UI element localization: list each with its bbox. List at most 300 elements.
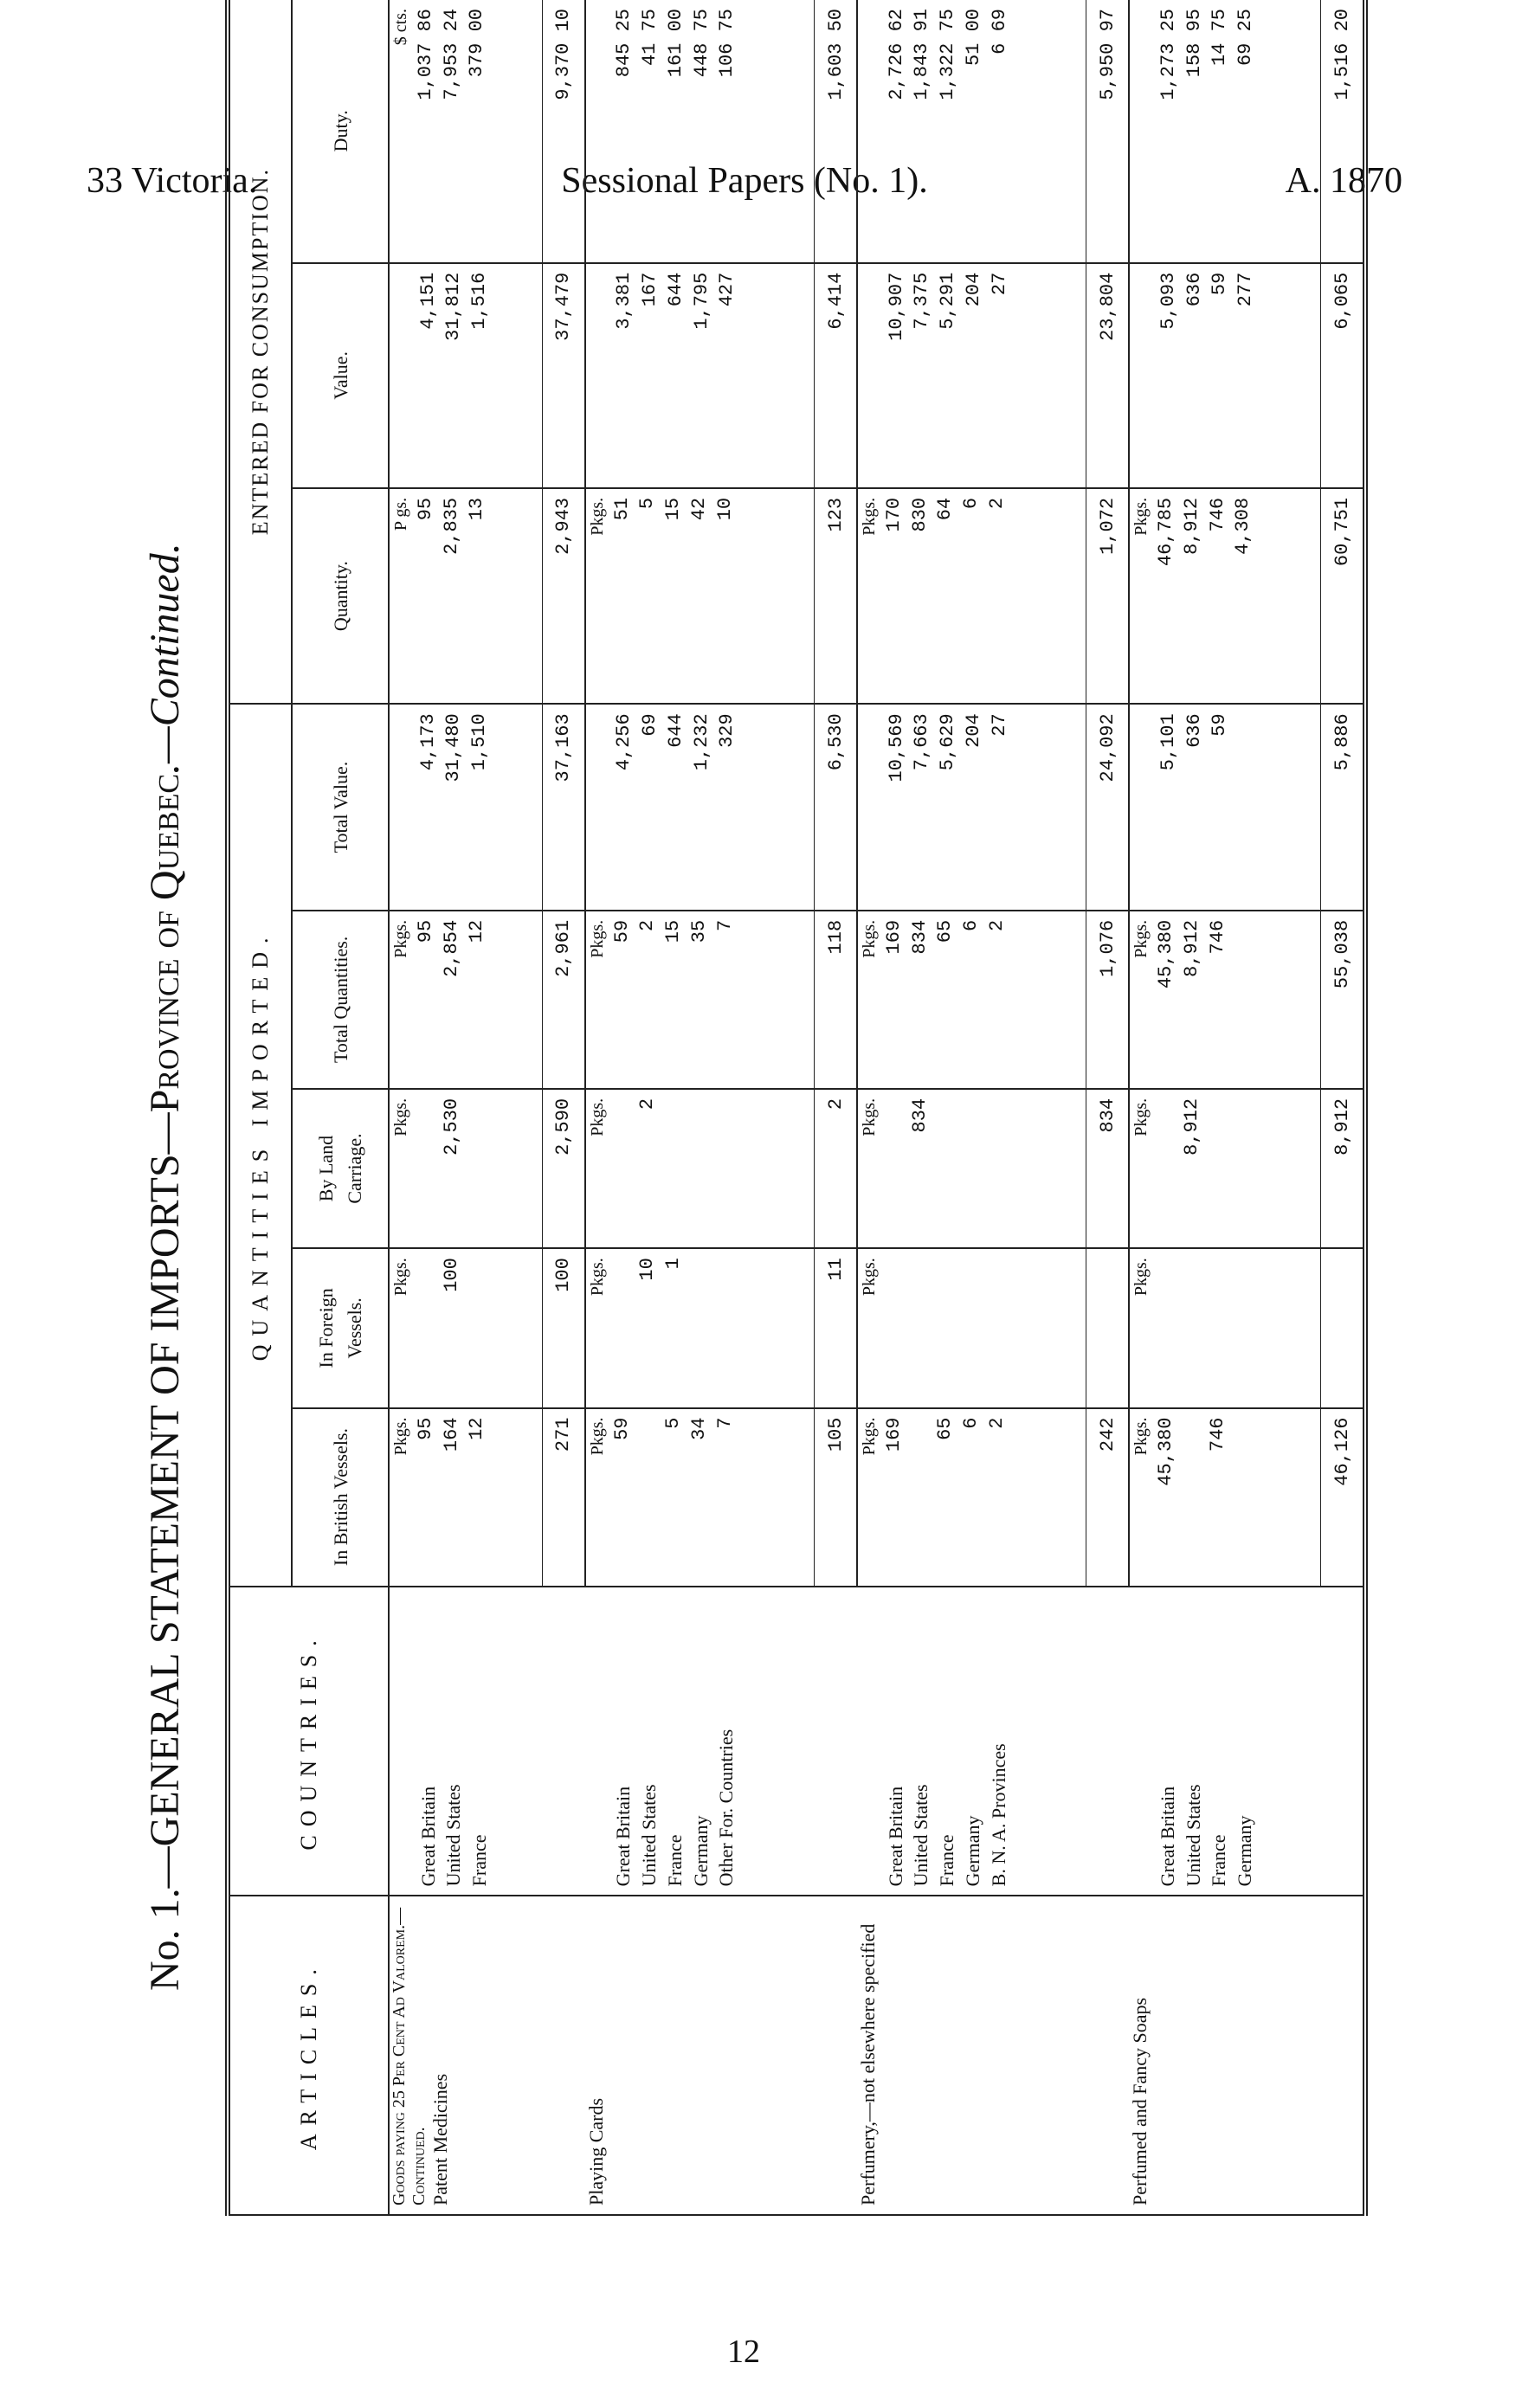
- total-quantities-cell: [389, 911, 542, 1089]
- countries-cell: [857, 1587, 1086, 1896]
- subtotal-total-qty: 55,038: [1321, 911, 1366, 1089]
- subtotal-foreign: 100: [542, 1248, 585, 1407]
- country-name: United States: [1182, 1784, 1204, 1887]
- total-quantities-cell-value: 8,912: [1181, 919, 1203, 977]
- duty-cell-value: 41 75: [639, 9, 661, 67]
- title-province: Province of Quebec: [141, 773, 188, 1113]
- british-cell-value: 746: [1206, 1417, 1228, 1452]
- foreign-cell-value: [609, 1258, 635, 1398]
- subtotal-row: [1086, 0, 1130, 2215]
- col-foreign: In Foreign Vessels.: [292, 1248, 389, 1407]
- total-quantities-cell: [1129, 911, 1320, 1089]
- land-cell-value: [932, 1098, 958, 1239]
- article-cell: [1129, 1896, 1320, 2215]
- countries-spacer: [585, 1596, 611, 1887]
- countries-spacer: [390, 1596, 416, 1887]
- foreign-cell-unit: Pkgs.: [1131, 1258, 1151, 1297]
- duty-cell-value: 2,726 62: [885, 9, 907, 100]
- total-value-cell-value: 69: [639, 713, 661, 737]
- value-cell-value: 636: [1183, 272, 1205, 307]
- subtotal-total-qty: 2,961: [542, 911, 585, 1089]
- article-cell: [389, 1896, 542, 2215]
- total-value-cell-value: [1233, 713, 1259, 901]
- page-number: 12: [727, 2334, 760, 2370]
- total-quantities-cell-unit: Pkgs.: [1131, 919, 1151, 958]
- subtotal-total-val: 5,886: [1321, 704, 1366, 911]
- total-value-cell-value: 59: [1209, 713, 1231, 737]
- value-cell-value: 3,381: [613, 272, 635, 330]
- quantity-cell-value: 5: [636, 497, 659, 510]
- col-duty: Duty.: [292, 0, 389, 263]
- foreign-cell: [585, 1248, 815, 1407]
- subtotal-total-val: 24,092: [1086, 704, 1130, 911]
- foreign-cell-value: [413, 1258, 439, 1398]
- country-name: B. N. A. Provinces: [987, 1743, 1009, 1887]
- total-value-cell: [1129, 704, 1320, 911]
- total-quantities-cell-unit: Pkgs.: [391, 919, 410, 958]
- subtotal-quantity: 2,943: [542, 488, 585, 704]
- total-quantities-cell: [857, 911, 1086, 1089]
- british-cell-unit: Pkgs.: [1131, 1417, 1151, 1456]
- quantity-cell: [389, 488, 542, 704]
- british-cell-value: 164: [440, 1417, 462, 1452]
- land-cell-value: 8,912: [1181, 1098, 1203, 1156]
- total-value-cell-value: 31,480: [442, 713, 465, 782]
- rotated-statement: [113, 0, 1368, 2216]
- total-quantities-cell-value: 95: [415, 919, 436, 943]
- article-cell: [585, 1896, 815, 2215]
- col-total-quantities: Total Quantities.: [292, 911, 389, 1089]
- title-prefix: No. 1.—GENERAL STATEMENT OF IMPORTS—: [141, 1112, 188, 1991]
- total-value-cell-value: 7,663: [911, 713, 933, 771]
- foreign-cell: [857, 1248, 1086, 1407]
- british-cell-value: 2: [985, 1417, 1008, 1429]
- subtotal-quantity: 1,072: [1086, 488, 1130, 704]
- country-name: Germany: [961, 1815, 983, 1887]
- subtotal-total-qty: 118: [815, 911, 858, 1089]
- land-cell: [1129, 1089, 1320, 1248]
- british-cell-unit: Pkgs.: [391, 1417, 410, 1456]
- land-cell: [389, 1089, 542, 1248]
- value-spacer: [858, 273, 884, 479]
- total-value-cell: [389, 704, 542, 911]
- duty-cell-value: 845 25: [613, 9, 635, 78]
- total-value-cell-value: 644: [664, 713, 687, 748]
- imports-table: [225, 0, 1368, 2216]
- foreign-cell-value: [881, 1258, 907, 1398]
- total-value-cell-value: 5,101: [1157, 713, 1180, 771]
- foreign-cell-value: [1205, 1258, 1231, 1398]
- land-cell-value: 834: [908, 1098, 931, 1133]
- duty-cell-value: 106 75: [716, 9, 738, 78]
- subtotal-duty: 1,603 50: [815, 0, 858, 263]
- foreign-cell-value: [464, 1258, 490, 1398]
- british-cell: [1129, 1408, 1320, 1587]
- land-cell-value: 2: [636, 1098, 659, 1111]
- quantity-cell-unit: Pkgs.: [587, 497, 607, 536]
- land-cell-unit: Pkgs.: [1131, 1098, 1151, 1136]
- total-value-spacer: [390, 713, 416, 901]
- foreign-cell-value: [712, 1258, 738, 1398]
- total-quantities-cell: [585, 911, 815, 1089]
- quantity-cell-value: 51: [610, 497, 633, 521]
- quantity-cell-value: 95: [415, 497, 436, 521]
- total-value-spacer: [858, 713, 884, 901]
- col-land: By Land Carriage.: [292, 1089, 389, 1248]
- total-quantities-cell-value: 65: [934, 919, 957, 943]
- duty-cell: [1129, 0, 1320, 263]
- total-quantities-cell-value: 2,854: [440, 919, 462, 977]
- country-name: Great Britain: [612, 1786, 635, 1887]
- british-cell-value: 95: [415, 1417, 436, 1440]
- article-row: [389, 0, 542, 2215]
- land-cell-value: [984, 1098, 1010, 1239]
- british-cell-value: 45,380: [1155, 1417, 1177, 1486]
- total-value-cell-value: 204: [962, 713, 984, 748]
- value-cell-value: 167: [639, 272, 661, 307]
- subtotal-british: 46,126: [1321, 1408, 1366, 1587]
- value-cell-value: 644: [664, 272, 687, 307]
- land-cell-unit: Pkgs.: [587, 1098, 607, 1136]
- land-cell-value: [1153, 1098, 1179, 1239]
- group-entered-for-consumption: ENTERED FOR CONSUMPTION.: [228, 0, 292, 704]
- country-name: Great Britain: [416, 1786, 439, 1887]
- subtotal-value: 23,804: [1086, 263, 1130, 488]
- value-cell: [389, 263, 542, 488]
- country-name: France: [468, 1834, 491, 1887]
- quantity-cell-value: 746: [1206, 497, 1228, 532]
- value-cell: [585, 263, 815, 488]
- total-quantities-cell-value: 7: [713, 919, 736, 932]
- land-cell-unit: Pkgs.: [860, 1098, 880, 1136]
- land-cell-value: 2,530: [440, 1098, 462, 1156]
- subtotal-duty: 5,950 97: [1086, 0, 1130, 263]
- header-sessional-papers: Sessional Papers (No. 1).: [561, 161, 928, 201]
- col-value: Value.: [292, 263, 389, 488]
- total-quantities-cell-value: 59: [610, 919, 633, 943]
- value-cell-value: 5,291: [937, 272, 959, 330]
- value-cell-value: 10,907: [885, 272, 907, 341]
- quantity-cell-value: 13: [466, 497, 488, 521]
- foreign-cell: [389, 1248, 542, 1407]
- duty-cell: [857, 0, 1086, 263]
- value-spacer: [390, 273, 416, 479]
- duty-cell-value: 161 00: [664, 9, 687, 78]
- foreign-cell-unit: Pkgs.: [391, 1258, 410, 1297]
- subtotal-british: 271: [542, 1408, 585, 1587]
- british-cell-value: [1230, 1418, 1256, 1577]
- foreign-cell-value: [1230, 1258, 1256, 1398]
- value-spacer: [586, 273, 612, 479]
- subtotal-total-val: 37,163: [542, 704, 585, 911]
- total-quantities-cell-value: 45,380: [1155, 919, 1177, 989]
- quantity-cell-value: 830: [908, 497, 931, 532]
- subtotal-total-qty: 1,076: [1086, 911, 1130, 1089]
- duty-cell-value: 69 25: [1235, 9, 1257, 67]
- duty-cell-value: 448 75: [690, 9, 712, 78]
- british-cell-unit: Pkgs.: [860, 1417, 880, 1456]
- total-value-cell-value: 4,256: [613, 713, 635, 771]
- subtotal-blank: [1321, 1587, 1366, 1896]
- col-british: In British Vessels.: [292, 1408, 389, 1587]
- british-cell-value: [907, 1418, 933, 1577]
- duty-cell-value: 1,322 75: [937, 9, 959, 100]
- land-cell: [857, 1089, 1086, 1248]
- land-cell-value: [609, 1098, 635, 1239]
- article-row: [857, 0, 1086, 2215]
- subtotal-foreign: [1321, 1248, 1366, 1407]
- duty-cell: [389, 0, 542, 263]
- british-cell-value: 169: [883, 1417, 906, 1452]
- foreign-cell-value: 10: [636, 1258, 659, 1281]
- british-cell-value: [635, 1418, 661, 1577]
- british-cell-unit: Pkgs.: [587, 1417, 607, 1456]
- land-cell-value: [464, 1098, 490, 1239]
- quantity-cell-value: 46,785: [1155, 497, 1177, 567]
- quantity-cell-value: 2,835: [440, 497, 462, 555]
- value-cell-value: 59: [1209, 272, 1231, 296]
- british-cell-value: [1179, 1418, 1205, 1577]
- foreign-cell-unit: Pkgs.: [587, 1258, 607, 1297]
- land-cell-value: [958, 1098, 984, 1239]
- total-value-cell: [585, 704, 815, 911]
- subtotal-value: 6,065: [1321, 263, 1366, 488]
- countries-cell: [1129, 1587, 1320, 1896]
- subtotal-blank: [815, 1587, 858, 1896]
- subtotal-blank: [1086, 1587, 1130, 1896]
- total-quantities-cell-value: 15: [662, 919, 685, 943]
- foreign-cell-value: [687, 1258, 712, 1398]
- col-total-value: Total Value.: [292, 704, 389, 911]
- subtotal-row: [1321, 0, 1366, 2215]
- duty-cell-value: 158 95: [1183, 9, 1205, 78]
- subtotal-foreign: 11: [815, 1248, 858, 1407]
- british-cell-value: 5: [662, 1417, 685, 1429]
- duty-cell-value: 1,273 25: [1157, 9, 1180, 100]
- countries-cell: [389, 1587, 542, 1896]
- subtotal-row: [542, 0, 585, 2215]
- quantity-cell-value: 170: [883, 497, 906, 532]
- col-quantity: Quantity.: [292, 488, 389, 704]
- british-cell-value: 34: [687, 1417, 710, 1440]
- value-cell-value: 427: [716, 272, 738, 307]
- col-articles: ARTICLES.: [228, 1896, 389, 2215]
- total-quantities-cell-value: 746: [1206, 919, 1228, 955]
- total-quantities-cell-value: 2: [985, 919, 1008, 932]
- foreign-cell-value: [958, 1258, 984, 1398]
- british-cell-value: 7: [713, 1417, 736, 1429]
- quantity-cell: [857, 488, 1086, 704]
- country-name: United States: [910, 1784, 932, 1887]
- subtotal-total-val: 6,530: [815, 704, 858, 911]
- subtotal-british: 105: [815, 1408, 858, 1587]
- british-cell-value: 65: [934, 1417, 957, 1440]
- quantity-cell-value: 64: [934, 497, 957, 521]
- subtotal-land: 8,912: [1321, 1089, 1366, 1248]
- land-cell-unit: Pkgs.: [391, 1098, 410, 1136]
- quantity-cell-unit: Pkgs.: [860, 497, 880, 536]
- total-quantities-cell-value: 834: [908, 919, 931, 955]
- article-group-heading: Goods paying 25 Per Cent Ad Valorem.—Continued.: [390, 1907, 429, 2205]
- total-value-cell-value: 10,569: [885, 713, 907, 782]
- total-quantities-cell-value: 169: [883, 919, 906, 955]
- land-cell-value: [1205, 1098, 1231, 1239]
- subtotal-blank: [1086, 1896, 1130, 2215]
- subtotal-foreign: [1086, 1248, 1130, 1407]
- total-quantities-cell-value: 2: [636, 919, 659, 932]
- duty-spacer: [1130, 9, 1156, 254]
- subtotal-quantity: 60,751: [1321, 488, 1366, 704]
- country-name: Germany: [689, 1815, 712, 1887]
- total-quantities-cell-unit: Pkgs.: [587, 919, 607, 958]
- foreign-cell-value: [932, 1258, 958, 1398]
- value-cell: [1129, 263, 1320, 488]
- subtotal-blank: [1321, 1896, 1366, 2215]
- duty-cell-value: 1,037 86: [415, 9, 436, 100]
- col-countries: COUNTRIES.: [228, 1587, 389, 1896]
- value-cell-value: 1,516: [468, 272, 491, 330]
- article-name: Patent Medicines: [429, 2073, 451, 2205]
- subtotal-blank: [542, 1587, 585, 1896]
- british-cell: [389, 1408, 542, 1587]
- quantity-cell: [585, 488, 815, 704]
- british-cell-value: 12: [466, 1417, 488, 1440]
- value-cell-value: 1,795: [690, 272, 712, 330]
- land-cell-value: [413, 1098, 439, 1239]
- total-quantities-cell-value: 35: [687, 919, 710, 943]
- subtotal-land: 2: [815, 1089, 858, 1248]
- value-cell-value: 204: [962, 272, 984, 307]
- total-value-cell-value: 5,629: [937, 713, 959, 771]
- country-name: France: [1208, 1834, 1230, 1887]
- subtotal-blank: [815, 1896, 858, 2215]
- foreign-cell-value: 100: [440, 1258, 462, 1292]
- duty-cell-value: 7,953 24: [440, 9, 462, 100]
- foreign-cell-value: [907, 1258, 933, 1398]
- land-cell-value: [712, 1098, 738, 1239]
- subtotal-row: [815, 0, 858, 2215]
- total-quantities-cell-value: 12: [466, 919, 488, 943]
- countries-spacer: [857, 1596, 883, 1887]
- subtotal-land: 834: [1086, 1089, 1130, 1248]
- total-quantities-cell-unit: Pkgs.: [860, 919, 880, 958]
- total-value-cell-value: 1,510: [468, 713, 491, 771]
- value-cell-value: 5,093: [1157, 272, 1180, 330]
- value-spacer: [1130, 273, 1156, 479]
- duty-spacer: [586, 9, 612, 254]
- countries-cell: [585, 1587, 815, 1896]
- quantity-cell-value: 8,912: [1181, 497, 1203, 555]
- subtotal-value: 6,414: [815, 263, 858, 488]
- country-name: France: [936, 1834, 958, 1887]
- total-value-spacer: [586, 713, 612, 901]
- article-cell: [857, 1896, 1086, 2215]
- total-value-cell-value: 27: [988, 713, 1010, 737]
- quantity-cell-value: 2: [985, 497, 1008, 510]
- total-value-spacer: [1130, 713, 1156, 901]
- quantity-cell-value: 15: [662, 497, 685, 521]
- british-cell-value: 59: [610, 1417, 633, 1440]
- subtotal-value: 37,479: [542, 263, 585, 488]
- country-name: Great Britain: [884, 1786, 906, 1887]
- quantity-cell-value: 4,308: [1232, 497, 1254, 555]
- duty-cell-value: 51 00: [962, 9, 984, 67]
- foreign-cell-unit: Pkgs.: [860, 1258, 880, 1297]
- value-cell: [857, 263, 1086, 488]
- duty-spacer: [858, 9, 884, 254]
- land-cell: [585, 1089, 815, 1248]
- land-cell-value: [1230, 1098, 1256, 1239]
- article-row: [585, 0, 815, 2215]
- country-name: Great Britain: [1157, 1786, 1179, 1887]
- foreign-cell-value: [1179, 1258, 1205, 1398]
- article-row: [1129, 0, 1320, 2215]
- foreign-cell-value: [1153, 1258, 1179, 1398]
- subtotal-duty: 1,516 20: [1321, 0, 1366, 263]
- total-value-cell-value: 4,173: [416, 713, 439, 771]
- value-cell-value: 31,812: [442, 272, 465, 341]
- land-cell-value: [687, 1098, 712, 1239]
- country-name: United States: [638, 1784, 661, 1887]
- table-body: [389, 0, 1365, 2215]
- total-value-cell-value: 636: [1183, 713, 1205, 748]
- duty-cell-value: 6 69: [988, 9, 1010, 55]
- british-cell-value: 6: [960, 1417, 983, 1429]
- total-value-cell: [857, 704, 1086, 911]
- title-suffix: .—Continued.: [141, 543, 188, 774]
- quantity-cell-value: 42: [687, 497, 710, 521]
- subtotal-duty: 9,370 10: [542, 0, 585, 263]
- country-name: France: [663, 1834, 686, 1887]
- quantity-cell-value: 6: [960, 497, 983, 510]
- country-name: Germany: [1234, 1815, 1256, 1887]
- value-cell-value: 4,151: [416, 272, 439, 330]
- total-quantities-cell-value: [1230, 920, 1256, 1079]
- header-session: 33 Victoria.: [87, 161, 258, 201]
- quantity-cell-unit: P gs.: [391, 497, 410, 531]
- statement-title: [113, 0, 216, 2216]
- article-name: Perfumery,—not elsewhere specified: [857, 1923, 880, 2205]
- foreign-cell-value: 1: [662, 1258, 685, 1270]
- duty-cell-value: 1,843 91: [911, 9, 933, 100]
- land-cell-value: [881, 1098, 907, 1239]
- foreign-cell: [1129, 1248, 1320, 1407]
- article-name: Playing Cards: [584, 2097, 607, 2205]
- duty-cell: [585, 0, 815, 263]
- countries-spacer: [1129, 1596, 1155, 1887]
- total-quantities-cell-value: 6: [960, 919, 983, 932]
- subtotal-quantity: 123: [815, 488, 858, 704]
- duty-cell-value: 379 00: [466, 9, 488, 78]
- article-name: Perfumed and Fancy Soaps: [1129, 1997, 1151, 2205]
- quantity-cell-value: 10: [713, 497, 736, 521]
- subtotal-land: 2,590: [542, 1089, 585, 1248]
- subtotal-british: 242: [1086, 1408, 1130, 1587]
- total-value-cell-value: 1,232: [690, 713, 712, 771]
- header-year: A. 1870: [1285, 161, 1402, 201]
- quantity-cell-unit: Pkgs.: [1131, 497, 1151, 536]
- total-value-cell-value: 329: [716, 713, 738, 748]
- value-cell-value: 7,375: [911, 272, 933, 330]
- duty-cell-unit: $ cts.: [391, 9, 410, 46]
- quantity-cell: [1129, 488, 1320, 704]
- subtotal-blank: [542, 1896, 585, 2215]
- land-cell-value: [661, 1098, 687, 1239]
- british-cell: [857, 1408, 1086, 1587]
- country-name: Other For. Countries: [715, 1729, 738, 1887]
- value-cell-value: 277: [1235, 272, 1257, 307]
- duty-cell-value: 14 75: [1209, 9, 1231, 67]
